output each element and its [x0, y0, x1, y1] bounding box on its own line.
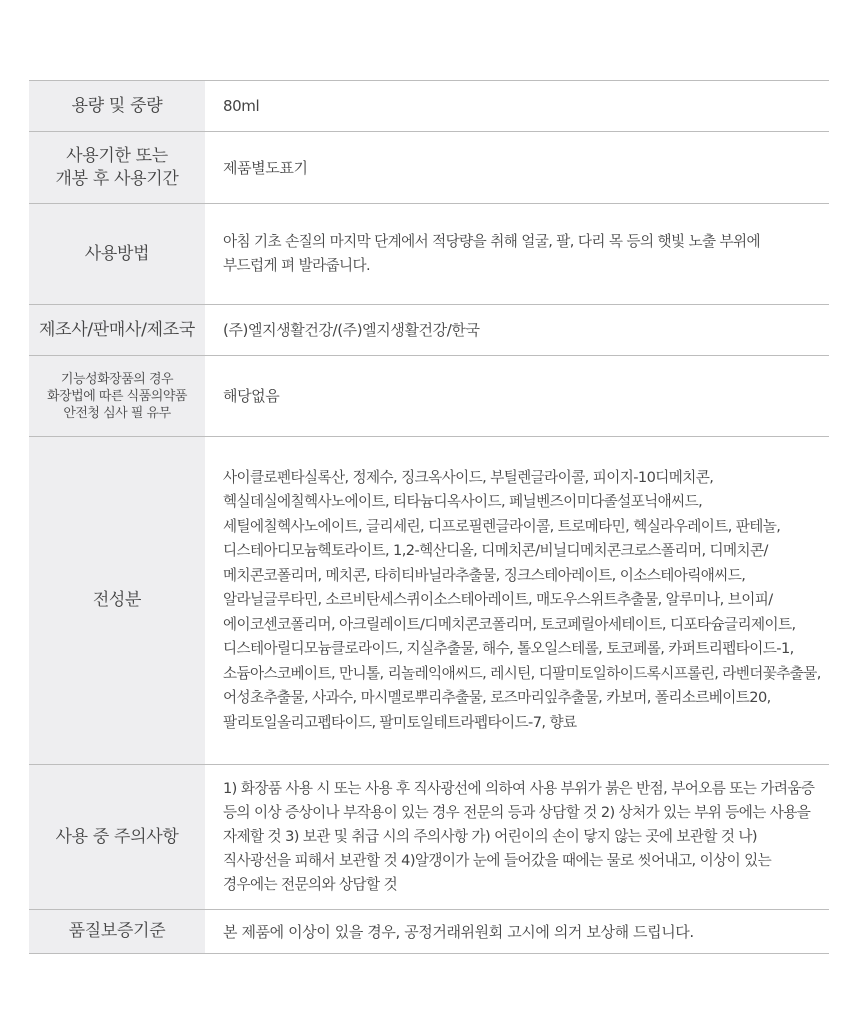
- usage-value: 아침 기초 손질의 마지막 단계에서 적당량을 취해 얼굴, 팔, 다리 목 등의 햇빛 노출 부위에 부드럽게 펴 발라줍니다.: [223, 233, 761, 274]
- row-label: 제조사/판매사/제조국: [29, 305, 205, 355]
- volume-value: 80ml: [223, 97, 260, 115]
- row-value: [205, 305, 829, 355]
- row-value: [205, 356, 829, 436]
- expiry-value: 제품별도표기: [223, 158, 308, 177]
- row-label: 전성분: [29, 437, 205, 764]
- row-label: 사용방법: [29, 204, 205, 304]
- row-label: 품질보증기준: [29, 910, 205, 953]
- row-label: 사용기한 또는 개봉 후 사용기간: [29, 132, 205, 203]
- row-value: [205, 437, 829, 764]
- table-row: [29, 81, 829, 132]
- row-value: [205, 204, 829, 304]
- table-row: [29, 132, 829, 204]
- table-row: [29, 305, 829, 356]
- manufacturer-value: (주)엘지생활건강/(주)엘지생활건강/한국: [223, 321, 480, 339]
- table-row: [29, 910, 829, 954]
- row-label: 사용 중 주의사항: [29, 765, 205, 909]
- table-row: [29, 204, 829, 305]
- caution-value: 1) 화장품 사용 시 또는 사용 후 직사광선에 의하여 사용 부위가 붉은 반점, 부어오름 또는 가려움증 등의 이상 증상이나 부작용이 있는 경우 전문의 등과 상담할 것 2) 상처가 있는 부위 등에는 사용을 자제할 것 3) 보관 및 취급 시의 주의사항 가) 어린이의 손이 닿지 않는 곳에 보관할 것 나) 직사광선을 피해서 보관할 것 4)알갱이가 눈에 들어갔을 때에는 물로 씻어내고, 이상이 있는 경우에는 전문의와 상담할 것: [223, 780, 815, 893]
- table-row: [29, 356, 829, 437]
- row-value: [205, 910, 829, 953]
- row-label: 용량 및 중량: [29, 81, 205, 131]
- row-value: [205, 765, 829, 909]
- row-label: 기능성화장품의 경우 화장법에 따른 식품의약품 안전청 심사 필 유무: [29, 356, 205, 436]
- functional-cosmetic-value: 해당없음: [223, 387, 280, 405]
- product-info-table: [29, 80, 829, 954]
- row-value: [205, 81, 829, 131]
- table-row: [29, 765, 829, 910]
- quality-guarantee-value: 본 제품에 이상이 있을 경우, 공정거래위원회 고시에 의거 보상해 드립니다.: [223, 922, 694, 941]
- table-row: [29, 437, 829, 765]
- ingredients-value: 사이클로펜타실록산, 정제수, 징크옥사이드, 부틸렌글라이콜, 피이지-10디메치콘, 헥실데실에칠헥사노에이트, 티타늄디옥사이드, 페닐벤즈이미다졸설포닉애씨드, 세틸에칠헥사노에이트, 글리세린, 디프로필렌글라이콜, 트로메타민, 헥실라우레이트, 판테놀, 디스테아디모늄헥토라이트, 1,2-헥산디올, 디메치콘/비닐디메치콘크로스폴리머, 디메치콘/메치콘코폴리머, 메치콘, 타히티바닐라추출물, 징크스테아레이트, 이소스테아릭애씨드, 알라닐글루타민, 소르비탄세스퀴이소스테아레이트, 매도우스위트추출물, 알루미나, 브이피/에이코센코폴리머, 아크릴레이트/디메치콘코폴리머, 토코페릴아세테이트, 디포타슘글리제이트, 디스테아릴디모늄클로라이드, 지실추출물, 해수, 톨오일스테롤, 토코페롤, 카퍼트리펩타이드-1, 소듐아스코베이트, 만니톨, 리놀레익애씨드, 레시틴, 디팔미토일하이드록시프롤린, 라벤더꽃추출물, 어성초추출물, 사과수, 마시멜로뿌리추출물, 로즈마리잎추출물, 카보머, 폴리소르베이트20, 팔리토일올리고펩타이드, 팔미토일테트라펩타이드-7, 향료: [223, 468, 821, 731]
- row-value: [205, 132, 829, 203]
